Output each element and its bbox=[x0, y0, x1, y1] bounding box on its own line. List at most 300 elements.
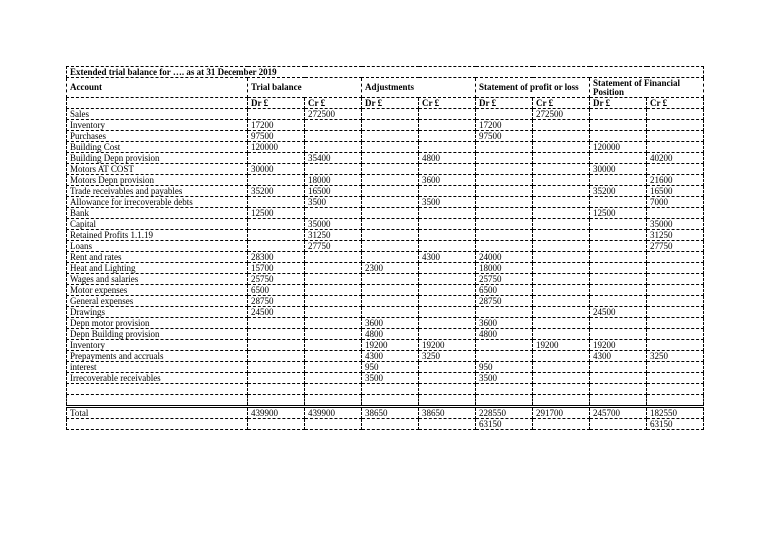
amount-cell bbox=[533, 318, 590, 329]
amount-cell bbox=[647, 340, 704, 351]
extended-trial-balance bbox=[66, 66, 703, 430]
total-row bbox=[67, 407, 704, 419]
blank-row bbox=[67, 395, 704, 407]
amount-cell bbox=[305, 362, 362, 373]
account-cell bbox=[67, 384, 248, 395]
amount-cell bbox=[305, 142, 362, 153]
amount-cell bbox=[305, 131, 362, 142]
amount-cell: 28300 bbox=[248, 252, 305, 263]
account-cell: Trade receivables and payables bbox=[67, 186, 248, 197]
amount-cell: 120000 bbox=[248, 142, 305, 153]
table-row bbox=[67, 285, 704, 296]
amount-cell bbox=[647, 307, 704, 318]
amount-cell: 17200 bbox=[476, 120, 533, 131]
balancing-row bbox=[67, 419, 704, 430]
amount-cell: 18000 bbox=[476, 263, 533, 274]
amount-cell: 291700 bbox=[533, 407, 590, 419]
header-profit-or-loss: Statement of profit or loss bbox=[476, 78, 590, 98]
amount-cell bbox=[533, 329, 590, 340]
amount-cell bbox=[248, 175, 305, 186]
account-cell: Motor expenses bbox=[67, 285, 248, 296]
amount-cell: 4300 bbox=[362, 351, 419, 362]
amount-cell bbox=[533, 186, 590, 197]
amount-cell: 35000 bbox=[305, 219, 362, 230]
account-cell: General expenses bbox=[67, 296, 248, 307]
amount-cell bbox=[305, 252, 362, 263]
amount-cell bbox=[590, 384, 647, 395]
amount-cell: 3500 bbox=[305, 197, 362, 208]
table-row bbox=[67, 373, 704, 384]
account-cell bbox=[67, 419, 248, 430]
account-cell: Total bbox=[67, 407, 248, 419]
amount-cell bbox=[476, 164, 533, 175]
amount-cell bbox=[362, 252, 419, 263]
amount-cell: 40200 bbox=[647, 153, 704, 164]
amount-cell: 31250 bbox=[647, 230, 704, 241]
amount-cell bbox=[362, 208, 419, 219]
amount-cell bbox=[647, 395, 704, 407]
table-row bbox=[67, 142, 704, 153]
header-cr: Cr £ bbox=[419, 98, 476, 109]
amount-cell bbox=[305, 419, 362, 430]
account-cell: Heat and Lighting bbox=[67, 263, 248, 274]
amount-cell bbox=[419, 274, 476, 285]
amount-cell bbox=[419, 230, 476, 241]
amount-cell bbox=[305, 395, 362, 407]
account-cell: Prepayments and accruals bbox=[67, 351, 248, 362]
amount-cell bbox=[590, 274, 647, 285]
amount-cell: 19200 bbox=[362, 340, 419, 351]
account-cell: Sales bbox=[67, 109, 248, 120]
table-row bbox=[67, 164, 704, 175]
amount-cell: 6500 bbox=[476, 285, 533, 296]
amount-cell bbox=[647, 109, 704, 120]
amount-cell bbox=[533, 131, 590, 142]
table-row bbox=[67, 197, 704, 208]
account-cell: Inventory bbox=[67, 120, 248, 131]
amount-cell: 12500 bbox=[248, 208, 305, 219]
table-row bbox=[67, 131, 704, 142]
amount-cell bbox=[305, 274, 362, 285]
amount-cell bbox=[248, 395, 305, 407]
amount-cell bbox=[419, 142, 476, 153]
amount-cell: 28750 bbox=[248, 296, 305, 307]
amount-cell: 30000 bbox=[590, 164, 647, 175]
table-row bbox=[67, 307, 704, 318]
amount-cell bbox=[419, 318, 476, 329]
amount-cell bbox=[419, 186, 476, 197]
amount-cell bbox=[590, 230, 647, 241]
amount-cell: 27750 bbox=[647, 241, 704, 252]
account-cell: Inventory bbox=[67, 340, 248, 351]
amount-cell bbox=[533, 296, 590, 307]
amount-cell bbox=[533, 362, 590, 373]
amount-cell bbox=[305, 318, 362, 329]
amount-cell bbox=[248, 351, 305, 362]
account-cell bbox=[67, 395, 248, 407]
table-row bbox=[67, 153, 704, 164]
amount-cell: 63150 bbox=[476, 419, 533, 430]
amount-cell bbox=[248, 362, 305, 373]
amount-cell: 4800 bbox=[476, 329, 533, 340]
amount-cell bbox=[305, 384, 362, 395]
amount-cell bbox=[476, 208, 533, 219]
account-cell: Loans bbox=[67, 241, 248, 252]
blank-row bbox=[67, 384, 704, 395]
amount-cell: 950 bbox=[476, 362, 533, 373]
amount-cell: 16500 bbox=[305, 186, 362, 197]
amount-cell: 272500 bbox=[305, 109, 362, 120]
table-row bbox=[67, 318, 704, 329]
table-row bbox=[67, 109, 704, 120]
header-account: Account bbox=[67, 78, 248, 98]
amount-cell: 4300 bbox=[590, 351, 647, 362]
account-cell: Purchases bbox=[67, 131, 248, 142]
amount-cell: 6500 bbox=[248, 285, 305, 296]
table-row bbox=[67, 208, 704, 219]
amount-cell bbox=[362, 197, 419, 208]
amount-cell bbox=[248, 318, 305, 329]
header-dr: Dr £ bbox=[590, 98, 647, 109]
account-cell: Depn motor provision bbox=[67, 318, 248, 329]
amount-cell bbox=[419, 384, 476, 395]
amount-cell bbox=[533, 241, 590, 252]
amount-cell bbox=[533, 175, 590, 186]
amount-cell: 16500 bbox=[647, 186, 704, 197]
amount-cell bbox=[647, 329, 704, 340]
amount-cell bbox=[590, 318, 647, 329]
amount-cell bbox=[362, 142, 419, 153]
amount-cell bbox=[590, 175, 647, 186]
amount-cell: 228550 bbox=[476, 407, 533, 419]
amount-cell: 35000 bbox=[647, 219, 704, 230]
amount-cell: 272500 bbox=[533, 109, 590, 120]
account-cell: Allowance for irrecoverable debts bbox=[67, 197, 248, 208]
amount-cell bbox=[533, 208, 590, 219]
amount-cell: 35200 bbox=[590, 186, 647, 197]
amount-cell bbox=[419, 241, 476, 252]
amount-cell bbox=[476, 153, 533, 164]
amount-cell: 3500 bbox=[419, 197, 476, 208]
amount-cell: 245700 bbox=[590, 407, 647, 419]
amount-cell: 24000 bbox=[476, 252, 533, 263]
table-row bbox=[67, 362, 704, 373]
amount-cell bbox=[248, 153, 305, 164]
amount-cell bbox=[533, 384, 590, 395]
amount-cell bbox=[248, 329, 305, 340]
amount-cell: 31250 bbox=[305, 230, 362, 241]
amount-cell: 35200 bbox=[248, 186, 305, 197]
amount-cell bbox=[419, 362, 476, 373]
amount-cell: 38650 bbox=[419, 407, 476, 419]
amount-cell: 97500 bbox=[476, 131, 533, 142]
amount-cell bbox=[647, 164, 704, 175]
header-financial-position: Statement of Financial Position bbox=[590, 78, 704, 98]
table-row bbox=[67, 296, 704, 307]
account-cell: Irrecoverable receivables bbox=[67, 373, 248, 384]
sheet-title: Extended trial balance for …. as at 31 December 2019 bbox=[67, 67, 704, 78]
amount-cell bbox=[305, 208, 362, 219]
amount-cell bbox=[362, 241, 419, 252]
amount-cell: 12500 bbox=[590, 208, 647, 219]
amount-cell bbox=[647, 131, 704, 142]
amount-cell bbox=[248, 197, 305, 208]
account-cell: Capital bbox=[67, 219, 248, 230]
amount-cell bbox=[362, 285, 419, 296]
amount-cell bbox=[362, 186, 419, 197]
amount-cell: 3600 bbox=[476, 318, 533, 329]
amount-cell: 120000 bbox=[590, 142, 647, 153]
amount-cell bbox=[362, 395, 419, 407]
amount-cell bbox=[590, 252, 647, 263]
amount-cell bbox=[248, 230, 305, 241]
header-dr: Dr £ bbox=[476, 98, 533, 109]
amount-cell bbox=[419, 208, 476, 219]
amount-cell bbox=[362, 307, 419, 318]
account-cell: Bank bbox=[67, 208, 248, 219]
amount-cell: 3500 bbox=[362, 373, 419, 384]
amount-cell bbox=[476, 109, 533, 120]
header-trial-balance: Trial balance bbox=[248, 78, 362, 98]
amount-cell bbox=[647, 296, 704, 307]
amount-cell bbox=[476, 142, 533, 153]
amount-cell bbox=[590, 329, 647, 340]
amount-cell bbox=[647, 208, 704, 219]
amount-cell bbox=[419, 296, 476, 307]
amount-cell: 3600 bbox=[419, 175, 476, 186]
amount-cell bbox=[362, 131, 419, 142]
amount-cell bbox=[590, 120, 647, 131]
amount-cell bbox=[419, 373, 476, 384]
amount-cell: 182550 bbox=[647, 407, 704, 419]
amount-cell bbox=[476, 307, 533, 318]
amount-cell bbox=[248, 384, 305, 395]
amount-cell bbox=[362, 109, 419, 120]
amount-cell: 18000 bbox=[305, 175, 362, 186]
amount-cell bbox=[533, 351, 590, 362]
amount-cell bbox=[305, 340, 362, 351]
amount-cell: 30000 bbox=[248, 164, 305, 175]
table-row bbox=[67, 351, 704, 362]
amount-cell bbox=[419, 109, 476, 120]
amount-cell bbox=[305, 164, 362, 175]
amount-cell bbox=[533, 230, 590, 241]
amount-cell bbox=[362, 164, 419, 175]
amount-cell bbox=[590, 362, 647, 373]
table-row bbox=[67, 120, 704, 131]
account-cell: Depn Building provision bbox=[67, 329, 248, 340]
amount-cell bbox=[362, 219, 419, 230]
amount-cell bbox=[248, 373, 305, 384]
amount-cell bbox=[305, 285, 362, 296]
amount-cell bbox=[647, 362, 704, 373]
amount-cell bbox=[476, 351, 533, 362]
header-blank bbox=[67, 98, 248, 109]
amount-cell bbox=[248, 419, 305, 430]
amount-cell: 3500 bbox=[476, 373, 533, 384]
amount-cell bbox=[419, 263, 476, 274]
amount-cell bbox=[248, 340, 305, 351]
account-cell: interest bbox=[67, 362, 248, 373]
amount-cell bbox=[419, 219, 476, 230]
amount-cell bbox=[476, 340, 533, 351]
amount-cell bbox=[590, 263, 647, 274]
amount-cell bbox=[647, 142, 704, 153]
amount-cell bbox=[533, 307, 590, 318]
amount-cell bbox=[362, 296, 419, 307]
amount-cell: 439900 bbox=[248, 407, 305, 419]
account-cell: Retained Profits 1.1.19 bbox=[67, 230, 248, 241]
amount-cell bbox=[647, 285, 704, 296]
amount-cell bbox=[533, 419, 590, 430]
account-cell: Drawings bbox=[67, 307, 248, 318]
account-cell: Motors Depn provision bbox=[67, 175, 248, 186]
amount-cell bbox=[647, 120, 704, 131]
account-cell: Rent and rates bbox=[67, 252, 248, 263]
amount-cell bbox=[533, 373, 590, 384]
amount-cell bbox=[362, 419, 419, 430]
amount-cell: 2300 bbox=[362, 263, 419, 274]
table-row bbox=[67, 186, 704, 197]
amount-cell: 17200 bbox=[248, 120, 305, 131]
amount-cell bbox=[419, 419, 476, 430]
trial-balance-table bbox=[66, 66, 704, 430]
header-cr: Cr £ bbox=[533, 98, 590, 109]
amount-cell bbox=[590, 285, 647, 296]
account-cell: Building Cost bbox=[67, 142, 248, 153]
amount-cell bbox=[305, 307, 362, 318]
amount-cell bbox=[476, 384, 533, 395]
amount-cell bbox=[590, 395, 647, 407]
amount-cell bbox=[248, 241, 305, 252]
amount-cell bbox=[476, 186, 533, 197]
amount-cell bbox=[362, 175, 419, 186]
header-cr: Cr £ bbox=[305, 98, 362, 109]
table-row bbox=[67, 329, 704, 340]
amount-cell: 15700 bbox=[248, 263, 305, 274]
table-row bbox=[67, 219, 704, 230]
amount-cell: 3250 bbox=[419, 351, 476, 362]
amount-cell bbox=[362, 120, 419, 131]
amount-cell bbox=[590, 241, 647, 252]
amount-cell bbox=[533, 142, 590, 153]
amount-cell bbox=[590, 109, 647, 120]
amount-cell: 7000 bbox=[647, 197, 704, 208]
amount-cell bbox=[590, 296, 647, 307]
amount-cell bbox=[305, 263, 362, 274]
amount-cell: 19200 bbox=[590, 340, 647, 351]
amount-cell bbox=[533, 395, 590, 407]
amount-cell: 4800 bbox=[362, 329, 419, 340]
amount-cell: 63150 bbox=[647, 419, 704, 430]
amount-cell: 439900 bbox=[305, 407, 362, 419]
table-row bbox=[67, 274, 704, 285]
amount-cell bbox=[362, 153, 419, 164]
amount-cell: 19200 bbox=[419, 340, 476, 351]
amount-cell bbox=[590, 419, 647, 430]
amount-cell bbox=[476, 175, 533, 186]
amount-cell bbox=[362, 230, 419, 241]
amount-cell: 950 bbox=[362, 362, 419, 373]
amount-cell bbox=[533, 164, 590, 175]
amount-cell bbox=[419, 329, 476, 340]
table-row bbox=[67, 230, 704, 241]
amount-cell: 24500 bbox=[590, 307, 647, 318]
amount-cell bbox=[533, 263, 590, 274]
amount-cell bbox=[476, 197, 533, 208]
amount-cell: 27750 bbox=[305, 241, 362, 252]
amount-cell bbox=[647, 318, 704, 329]
amount-cell: 35400 bbox=[305, 153, 362, 164]
amount-cell bbox=[533, 120, 590, 131]
amount-cell: 3250 bbox=[647, 351, 704, 362]
table-row bbox=[67, 175, 704, 186]
account-cell: Wages and salaries bbox=[67, 274, 248, 285]
amount-cell bbox=[533, 252, 590, 263]
amount-cell bbox=[533, 197, 590, 208]
table-row bbox=[67, 241, 704, 252]
amount-cell: 19200 bbox=[533, 340, 590, 351]
amount-cell bbox=[590, 373, 647, 384]
amount-cell bbox=[419, 131, 476, 142]
amount-cell bbox=[533, 274, 590, 285]
amount-cell bbox=[590, 131, 647, 142]
amount-cell bbox=[476, 230, 533, 241]
amount-cell: 25750 bbox=[248, 274, 305, 285]
amount-cell bbox=[476, 395, 533, 407]
amount-cell bbox=[248, 109, 305, 120]
amount-cell: 3600 bbox=[362, 318, 419, 329]
header-adjustments: Adjustments bbox=[362, 78, 476, 98]
amount-cell: 21600 bbox=[647, 175, 704, 186]
amount-cell bbox=[305, 351, 362, 362]
amount-cell bbox=[419, 395, 476, 407]
amount-cell: 97500 bbox=[248, 131, 305, 142]
amount-cell bbox=[533, 285, 590, 296]
amount-cell bbox=[248, 219, 305, 230]
account-cell: Motors AT COST bbox=[67, 164, 248, 175]
amount-cell bbox=[590, 219, 647, 230]
amount-cell bbox=[647, 263, 704, 274]
amount-cell bbox=[362, 384, 419, 395]
amount-cell bbox=[419, 120, 476, 131]
amount-cell bbox=[647, 252, 704, 263]
amount-cell bbox=[590, 197, 647, 208]
amount-cell bbox=[305, 329, 362, 340]
table-row bbox=[67, 252, 704, 263]
amount-cell bbox=[305, 120, 362, 131]
amount-cell bbox=[533, 153, 590, 164]
amount-cell: 4300 bbox=[419, 252, 476, 263]
amount-cell bbox=[590, 153, 647, 164]
amount-cell bbox=[305, 373, 362, 384]
header-dr: Dr £ bbox=[362, 98, 419, 109]
amount-cell: 4800 bbox=[419, 153, 476, 164]
amount-cell: 25750 bbox=[476, 274, 533, 285]
amount-cell bbox=[647, 384, 704, 395]
amount-cell bbox=[533, 219, 590, 230]
table-row bbox=[67, 263, 704, 274]
amount-cell bbox=[419, 285, 476, 296]
amount-cell bbox=[647, 373, 704, 384]
header-dr: Dr £ bbox=[248, 98, 305, 109]
amount-cell: 28750 bbox=[476, 296, 533, 307]
header-cr: Cr £ bbox=[647, 98, 704, 109]
amount-cell bbox=[305, 296, 362, 307]
amount-cell bbox=[362, 274, 419, 285]
amount-cell bbox=[647, 274, 704, 285]
amount-cell bbox=[419, 164, 476, 175]
